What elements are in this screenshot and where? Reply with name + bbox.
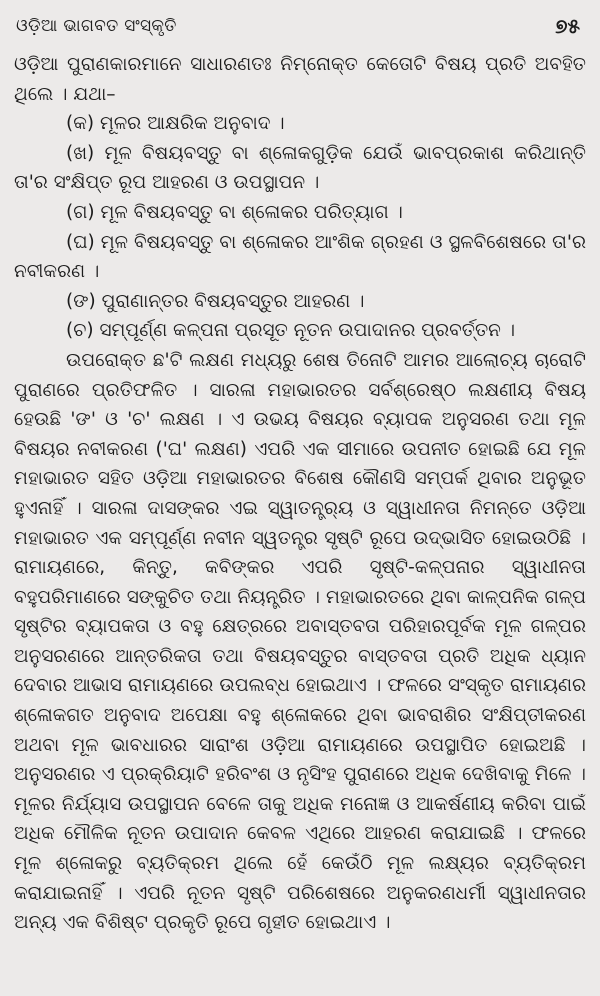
page-number: ୭୫ bbox=[555, 14, 580, 38]
list-item: (ଙ) ପୁରାଣାନ୍ତର ବିଷୟବସ୍ତୁର ଆହରଣ । bbox=[66, 290, 365, 312]
intro-paragraph: ଓଡ଼ିଆ ପୁରାଣକାରମାନେ ସାଧାରଣତଃ ନିମ୍ନୋକ୍ତ କେତୋଟି ବିଷୟ ପ୍ରତି ଅବହିତ ଥିଲେ । ଯଥା– bbox=[14, 54, 586, 105]
list-item: (ଖ) ମୂଳ ବିଷୟବସ୍ତୁ ବା ଶ୍ଳୋକଗୁଡ଼ିକ ଯେଉଁ ଭାବପ୍ରକାଶ କରିଥାନ୍ତି ତା'ର ସଂକ୍ଷିପ୍ତ ରୂପ ଆହରଣ ଓ ଉପସ୍ଥାପନ । bbox=[14, 142, 586, 194]
list-item: (କ) ମୂଳର ଆକ୍ଷରିକ ଅନୁବାଦ । bbox=[66, 113, 285, 135]
page-header bbox=[14, 10, 586, 50]
feature-list bbox=[14, 109, 586, 346]
list-item: (ଚ) ସମ୍ପୂର୍ଣ୍ଣ କଳ୍ପନା ପ୍ରସୂତ ନୂତନ ଉପାଦାନର ପ୍ରବର୍ତ୍ତନ । bbox=[66, 320, 516, 342]
main-paragraph: ଉପରୋକ୍ତ ଛ'ଟି ଲକ୍ଷଣ ମଧ୍ୟରୁ ଶେଷ ତିନୋଟି ଆମର ଆଲୋଚ୍ୟ ଚାରୋଟି ପୁରାଣରେ ପ୍ରତିଫଳିତ । ସାରଳା ମହାଭାରତର ସର୍ବଶ୍ରେଷ୍ଠ ଲକ୍ଷଣୀୟ ବିଷୟ ହେଉଛି 'ଙ' ଓ 'ଚ' ଲକ୍ଷଣ । ଏ ଉଭୟ ବିଷୟର ବ୍ୟାପକ ଅନୁସରଣ ତଥା ମୂଳ ବିଷୟର ନବୀକରଣ ('ଘ' ଲକ୍ଷଣ) ଏପରି ଏକ ସୀମାରେ ଉପନୀତ ହୋଇଛି ଯେ ମୂଳ ମହାଭାରତ ସହିତ ଓଡ଼ିଆ ମହାଭାରତର ବିଶେଷ କୌଣସି ସମ୍ପର୍କ ଥିବାର ଅନୁଭୂତ ହୁଏନାହିଁ । ସାରଳା ଦାସଙ୍କର ଏଇ ସ୍ୱାତନ୍ତ୍ର୍ୟ ଓ ସ୍ୱାଧୀନତା ନିମନ୍ତେ ଓଡ଼ିଆ ମହାଭାରତ ଏକ ସମ୍ପୂର୍ଣ୍ଣ ନବୀନ ସ୍ୱତନ୍ତ୍ର ସୃଷ୍ଟି ରୂପେ ଉଦ୍‌ଭାସିତ ହୋଇଉଠିଛି । ରାମାୟଣରେ, କିନ୍ତୁ, କବିଙ୍କର ଏପରି ସୃଷ୍ଟି-କଳ୍ପନାର ସ୍ୱାଧୀନତା ବହୁପରିମାଣରେ ସଙ୍କୁଚିତ ତଥା ନିୟନ୍ତ୍ରିତ । ମହାଭାରତରେ ଥିବା କାଳ୍ପନିକ ଗଳ୍ପ ସୃଷ୍ଟିର ବ୍ୟାପକତା ଓ ବହୁ କ୍ଷେତ୍ରରେ ଅବାସ୍ତବତା ପରିହାରପୂର୍ବକ ମୂଳ ଗଳ୍ପର ଅନୁସରଣରେ ଆନ୍ତରିକତା ତଥା ବିଷୟବସ୍ତୁର ବାସ୍ତବତା ପ୍ରତି ଅଧିକ ଧ୍ୟାନ ଦେବାର ଆଭାସ ରାମାୟଣରେ ଉପଲବ୍ଧ ହୋଇଥାଏ । ଫଳରେ ସଂସ୍କୃତ ରାମାୟଣର ଶ୍ଳୋକଗତ ଅନୁବାଦ ଅପେକ୍ଷା ବହୁ ଶ୍ଳୋକରେ ଥିବା ଭାବରାଶିର ସଂକ୍ଷିପ୍ତୀକରଣ ଅଥବା ମୂଳ ଭାବଧାରର ସାରାଂଶ ଓଡ଼ିଆ ରାମାୟଣରେ ଉପସ୍ଥାପିତ ହୋଇଅଛି । ଅନୁସରଣର ଏ ପ୍ରକ୍ରିୟାଟି ହରିବଂଶ ଓ ନୃସିଂହ ପୁରାଣରେ ଅଧିକ ଦେଖିବାକୁ ମିଳେ । ମୂଳର ନିର୍ଯ୍ୟାସ ଉପସ୍ଥାପନ ବେଳେ ତାକୁ ଅଧିକ ମନୋଜ୍ଞ ଓ ଆକର୍ଷଣୀୟ କରିବା ପାଇଁ ଅଧିକ ମୌଳିକ ନୂତନ ଉପାଦାନ କେବଳ ଏଥିରେ ଆହରଣ କରାଯାଇଛି । ଫଳରେ ମୂଳ ଶ୍ଳୋକରୁ ବ୍ୟତିକ୍ରମ ଥିଲେ ହେଁ କେଉଁଠି ମୂଳ ଲକ୍ଷ୍ୟର ବ୍ୟତିକ୍ରମ କରାଯାଇନାହିଁ । ଏପରି ନୂତନ ସୃଷ୍ଟି ପରିଶେଷରେ ଅନୁକରଣଧର୍ମୀ ସ୍ୱାଧୀନତାର ଅନ୍ୟ ଏକ ବିଶିଷ୍ଟ ପ୍ରକୃତି ରୂପେ ଗୃହୀତ ହୋଇଥାଏ । bbox=[14, 349, 586, 934]
list-item: (ଘ) ମୂଳ ବିଷୟବସ୍ତୁ ବା ଶ୍ଳୋକର ଆଂଶିକ ଗ୍ରହଣ ଓ ସ୍ଥଳବିଶେଷରେ ତା'ର ନବୀକରଣ । bbox=[14, 231, 586, 283]
running-head: ଓଡ଼ିଆ ଭାଗବତ ସଂସ୍କୃତି bbox=[16, 16, 177, 36]
list-item: (ଗ) ମୂଳ ବିଷୟବସ୍ତୁ ବା ଶ୍ଳୋକର ପରିତ୍ୟାଗ । bbox=[66, 201, 403, 223]
body-text bbox=[14, 50, 586, 938]
